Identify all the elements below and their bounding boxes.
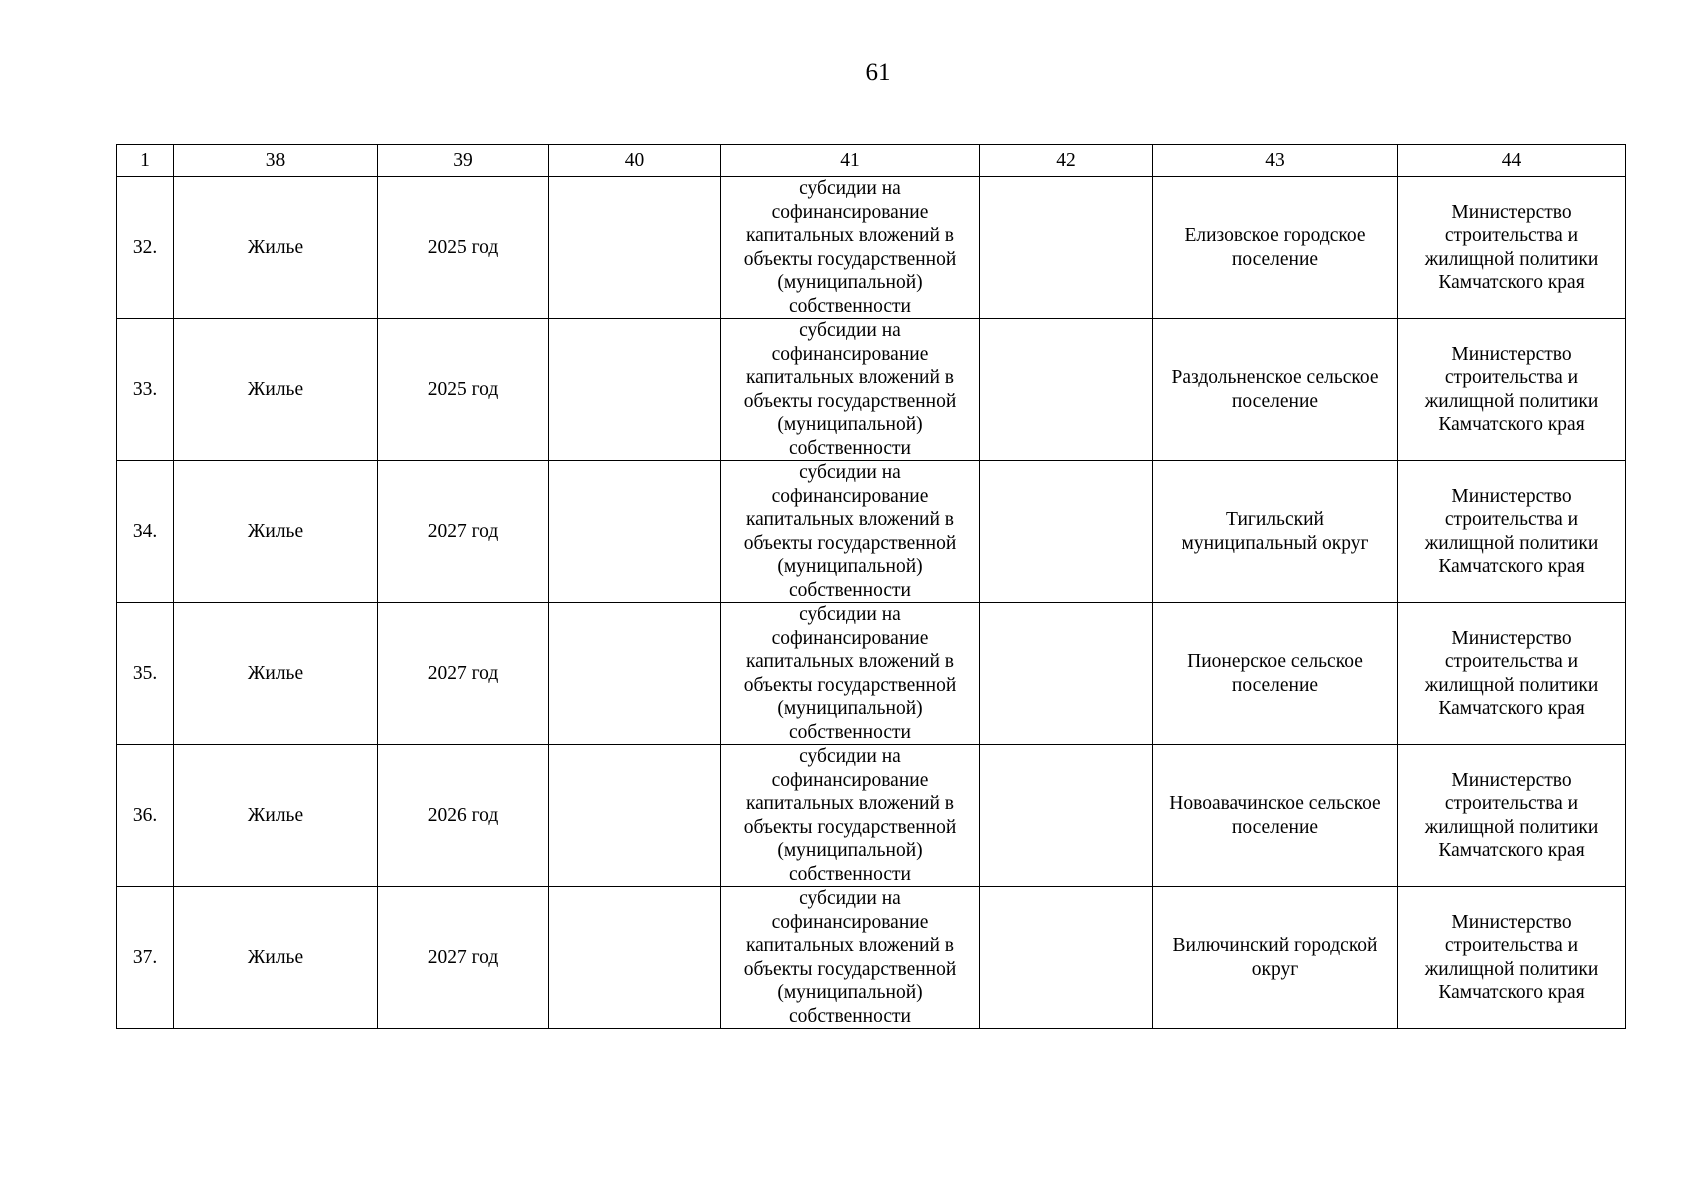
municipality-cell bbox=[1153, 319, 1398, 461]
municipality-cell-text: Новоавачинское сельское поселение bbox=[1169, 793, 1381, 838]
responsible-ministry-cell bbox=[1398, 745, 1626, 887]
municipality-cell-text: Раздольненское сельское поселение bbox=[1171, 367, 1379, 412]
column-header: 43 bbox=[1153, 145, 1398, 177]
funding-source-cell-text: субсидии на софинансирование капитальных вложений в объекты государственной (муниципальной) собственности bbox=[743, 462, 957, 601]
column-40-cell bbox=[549, 319, 721, 461]
year-cell-text: 2026 год bbox=[427, 804, 499, 826]
funding-source-cell-text: субсидии на софинансирование капитальных вложений в объекты государственной (муниципальной) собственности bbox=[743, 178, 957, 317]
column-40-cell bbox=[549, 745, 721, 887]
municipality-cell-text: Вилючинский городской округ bbox=[1172, 935, 1378, 980]
row-number-cell-text: 37. bbox=[132, 946, 158, 968]
year-cell-text: 2027 год bbox=[427, 520, 499, 542]
year-cell bbox=[378, 745, 549, 887]
column-header: 41 bbox=[721, 145, 980, 177]
row-number-cell bbox=[117, 177, 174, 319]
column-40-cell bbox=[549, 887, 721, 1029]
responsible-ministry-cell-text: Министерство строительства и жилищной политики Камчатского края bbox=[1424, 627, 1599, 719]
row-number-cell bbox=[117, 603, 174, 745]
object-type-cell-text: Жилье bbox=[247, 378, 304, 400]
municipality-cell bbox=[1153, 603, 1398, 745]
object-type-cell-text: Жилье bbox=[247, 520, 304, 542]
row-number-cell bbox=[117, 319, 174, 461]
funding-source-cell bbox=[721, 461, 980, 603]
municipality-cell bbox=[1153, 887, 1398, 1029]
object-type-cell bbox=[174, 745, 378, 887]
row-number-cell bbox=[117, 461, 174, 603]
responsible-ministry-cell-text: Министерство строительства и жилищной политики Камчатского края bbox=[1424, 911, 1599, 1003]
year-cell bbox=[378, 461, 549, 603]
table-row bbox=[117, 603, 1626, 745]
funding-source-cell-text: субсидии на софинансирование капитальных вложений в объекты государственной (муниципальной) собственности bbox=[743, 604, 957, 743]
object-type-cell-text: Жилье bbox=[247, 946, 304, 968]
responsible-ministry-cell-text: Министерство строительства и жилищной политики Камчатского края bbox=[1424, 485, 1599, 577]
column-42-cell bbox=[980, 887, 1153, 1029]
table-row bbox=[117, 745, 1626, 887]
page-number: 61 bbox=[865, 59, 891, 86]
row-number-cell bbox=[117, 887, 174, 1029]
column-header: 42 bbox=[980, 145, 1153, 177]
responsible-ministry-cell-text: Министерство строительства и жилищной политики Камчатского края bbox=[1424, 343, 1599, 435]
object-type-cell bbox=[174, 461, 378, 603]
object-type-cell-text: Жилье bbox=[247, 236, 304, 258]
municipality-cell-text: Пионерское сельское поселение bbox=[1187, 651, 1363, 696]
responsible-ministry-cell bbox=[1398, 603, 1626, 745]
column-42-cell bbox=[980, 745, 1153, 887]
object-type-cell bbox=[174, 177, 378, 319]
table-row bbox=[117, 177, 1626, 319]
funding-source-cell bbox=[721, 745, 980, 887]
funding-source-cell bbox=[721, 603, 980, 745]
column-header: 38 bbox=[174, 145, 378, 177]
object-type-cell bbox=[174, 319, 378, 461]
year-cell bbox=[378, 319, 549, 461]
funding-source-cell-text: субсидии на софинансирование капитальных вложений в объекты государственной (муниципальной) собственности bbox=[743, 320, 957, 459]
funding-source-cell-text: субсидии на софинансирование капитальных вложений в объекты государственной (муниципальной) собственности bbox=[743, 888, 957, 1027]
column-42-cell bbox=[980, 603, 1153, 745]
row-number-cell-text: 32. bbox=[132, 236, 158, 258]
column-42-cell bbox=[980, 319, 1153, 461]
column-header: 39 bbox=[378, 145, 549, 177]
responsible-ministry-cell bbox=[1398, 177, 1626, 319]
funding-source-cell bbox=[721, 319, 980, 461]
column-40-cell bbox=[549, 603, 721, 745]
year-cell bbox=[378, 603, 549, 745]
header-row bbox=[117, 145, 1626, 177]
funding-source-cell bbox=[721, 177, 980, 319]
year-cell bbox=[378, 887, 549, 1029]
municipality-cell bbox=[1153, 177, 1398, 319]
year-cell-text: 2025 год bbox=[427, 236, 499, 258]
row-number-cell-text: 34. bbox=[132, 520, 158, 542]
row-number-cell-text: 36. bbox=[132, 804, 158, 826]
column-header: 1 bbox=[117, 145, 174, 177]
municipality-cell bbox=[1153, 461, 1398, 603]
column-40-cell bbox=[549, 177, 721, 319]
table-header bbox=[117, 145, 1626, 177]
responsible-ministry-cell bbox=[1398, 461, 1626, 603]
year-cell bbox=[378, 177, 549, 319]
municipality-cell-text: Тигильский муниципальный округ bbox=[1181, 509, 1369, 554]
year-cell-text: 2025 год bbox=[427, 378, 499, 400]
object-type-cell-text: Жилье bbox=[247, 662, 304, 684]
column-header: 44 bbox=[1398, 145, 1626, 177]
funding-source-cell bbox=[721, 887, 980, 1029]
data-table bbox=[116, 144, 1626, 1029]
responsible-ministry-cell-text: Министерство строительства и жилищной политики Камчатского края bbox=[1424, 201, 1599, 293]
municipality-cell-text: Елизовское городское поселение bbox=[1184, 225, 1366, 270]
responsible-ministry-cell bbox=[1398, 887, 1626, 1029]
column-40-cell bbox=[549, 461, 721, 603]
object-type-cell bbox=[174, 603, 378, 745]
object-type-cell-text: Жилье bbox=[247, 804, 304, 826]
table-body bbox=[117, 177, 1626, 1029]
row-number-cell bbox=[117, 745, 174, 887]
year-cell-text: 2027 год bbox=[427, 662, 499, 684]
table-row bbox=[117, 319, 1626, 461]
column-42-cell bbox=[980, 461, 1153, 603]
municipality-cell bbox=[1153, 745, 1398, 887]
object-type-cell bbox=[174, 887, 378, 1029]
column-42-cell bbox=[980, 177, 1153, 319]
row-number-cell-text: 33. bbox=[132, 378, 158, 400]
responsible-ministry-cell bbox=[1398, 319, 1626, 461]
table-row bbox=[117, 887, 1626, 1029]
column-header: 40 bbox=[549, 145, 721, 177]
row-number-cell-text: 35. bbox=[132, 662, 158, 684]
table-row bbox=[117, 461, 1626, 603]
responsible-ministry-cell-text: Министерство строительства и жилищной политики Камчатского края bbox=[1424, 769, 1599, 861]
year-cell-text: 2027 год bbox=[427, 946, 499, 968]
funding-source-cell-text: субсидии на софинансирование капитальных вложений в объекты государственной (муниципальной) собственности bbox=[743, 746, 957, 885]
